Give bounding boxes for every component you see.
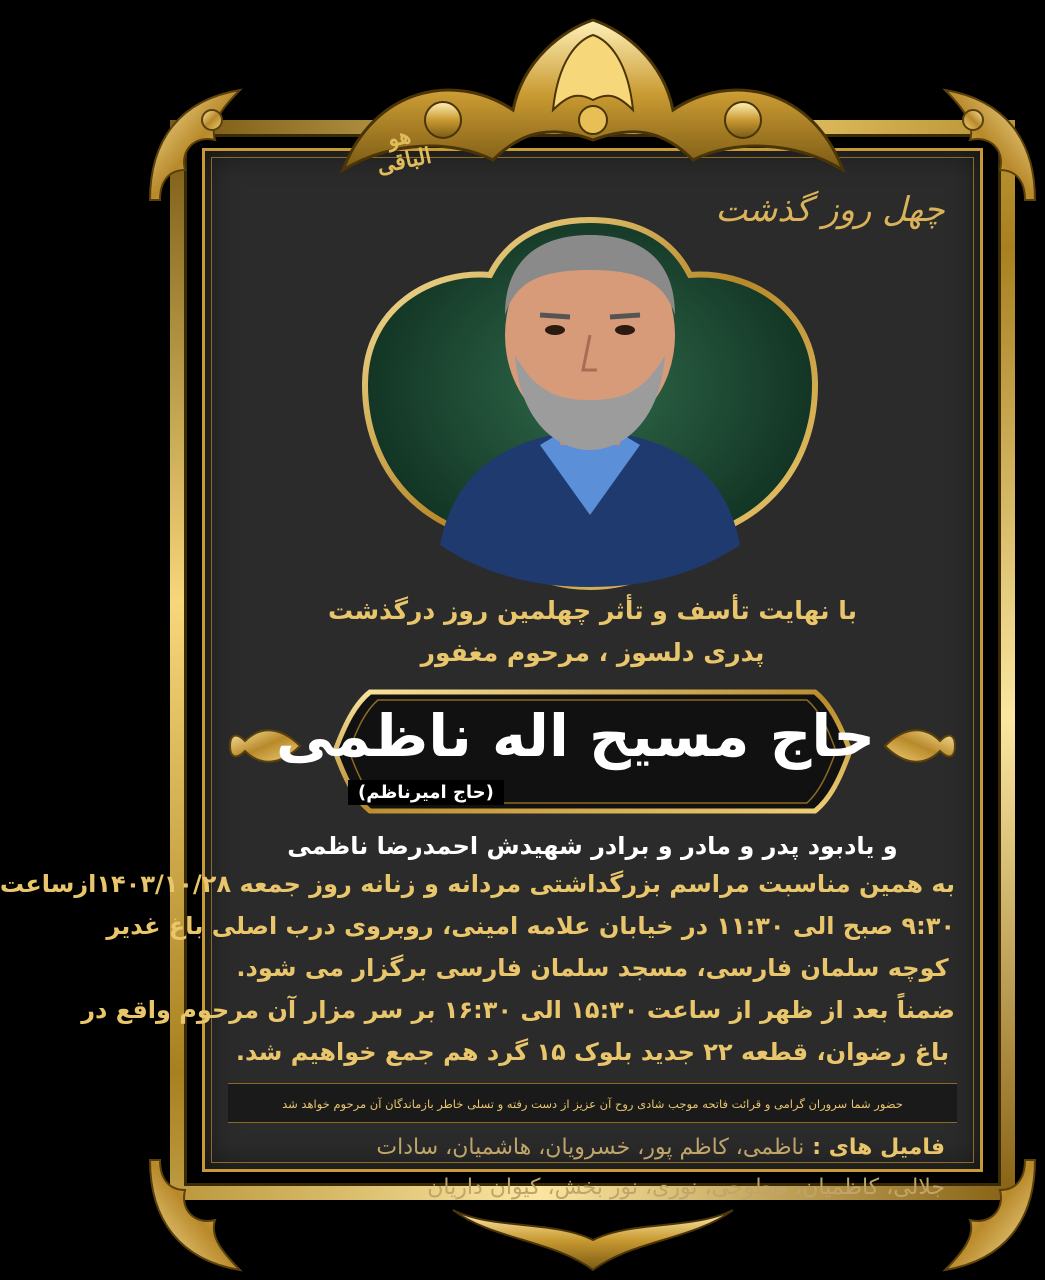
memorial-line: و یادبود پدر و مادر و برادر شهیدش احمدرضا ناظمی: [287, 832, 898, 860]
families-names-1: ناظمی، کاظم پور، خسرویان، هاشمیان، سادات: [376, 1135, 805, 1160]
families-line-1: [260, 1128, 945, 1168]
ceremony-line-3: کوچه سلمان فارسی، مسجد سلمان فارسی برگزار می شود.: [236, 954, 949, 982]
portrait-photo: [345, 215, 835, 590]
families-label: فامیل های :: [812, 1135, 945, 1160]
deceased-nickname: (حاج امیرناظم): [348, 780, 504, 805]
name-banner: [276, 684, 875, 819]
attendance-note: حضور شما سروران گرامی و قرائت فاتحه موجب شادی روح آن عزیز از دست رفته و تسلی خاطر بازماندگان آن مرحوم خواهد شد: [228, 1083, 957, 1123]
calligraphy-hoal-baqi: هو الباقی: [374, 122, 434, 180]
families-list: [260, 1128, 945, 1208]
ceremony-line-5: باغ رضوان، قطعه ۲۲ جدید بلوک ۱۵ گرد هم جمع خواهیم شد.: [235, 1038, 950, 1066]
deceased-name: حاج مسیح اله ناظمی: [276, 702, 875, 770]
families-line-2: جلالی، کاظمیان، محلوجی، نوری، نور بخش، کیوان داریان: [427, 1175, 945, 1200]
corner-ornament-icon: [140, 1150, 270, 1280]
ceremony-line-4: ضمناً بعد از ظهر از ساعت ۱۵:۳۰ الی ۱۶:۳۰ بر سر مزار آن مرحوم واقع در: [81, 996, 955, 1024]
intro-line-1: با نهایت تأسف و تأثر چهلمین روز درگذشت: [328, 596, 857, 625]
side-ornament-icon: [880, 716, 960, 776]
bottom-crest-ornament-icon: [433, 1200, 753, 1280]
intro-line-2: پدری دلسوز ، مرحوم مغفور: [420, 638, 765, 667]
ceremony-line-2: ۹:۳۰ صبح الی ۱۱:۳۰ در خیابان علامه امینی، روبروی درب اصلی باغ غدیر: [106, 912, 955, 940]
corner-ornament-icon: [140, 80, 270, 210]
forty-days-title: چهل روز گذشت: [715, 190, 945, 230]
ceremony-line-1: به همین مناسبت مراسم بزرگداشتی مردانه و زنانه روز جمعه ۱۴۰۳/۱۰/۲۸ازساعت: [0, 870, 955, 898]
